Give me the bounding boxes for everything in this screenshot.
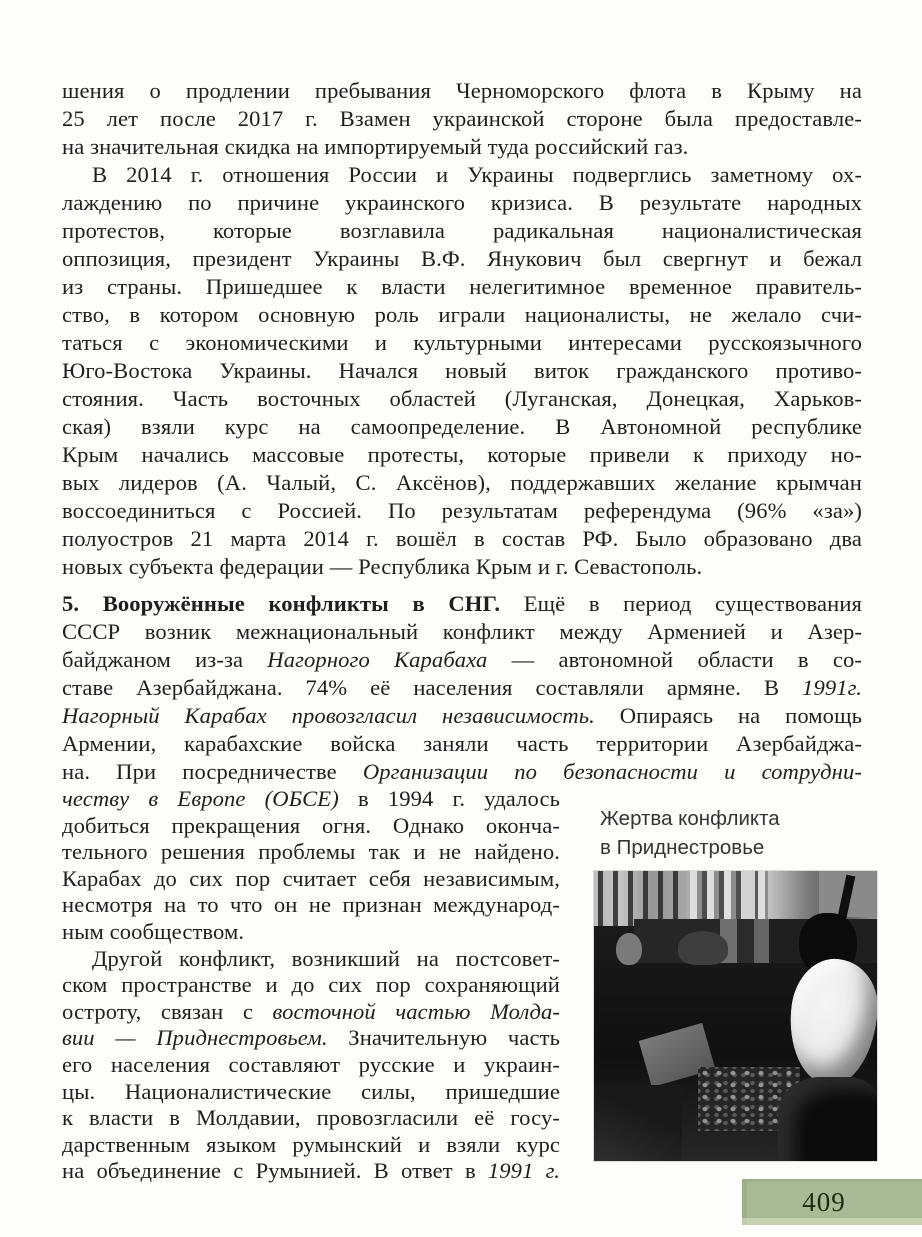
text-segment: Карабах до сих пор считает себя независимым, <box>62 865 560 891</box>
text-line <box>62 786 560 813</box>
text-segment: байджаном из-за <box>62 647 268 672</box>
italic-text: Нагорного Карабаха <box>267 647 488 672</box>
text-line <box>62 1105 560 1132</box>
text-line <box>62 674 862 702</box>
text-segment: ставе Азербайджана. 74% её населения составляли армяне. В <box>62 675 803 700</box>
text-line <box>62 133 862 161</box>
text-line <box>62 413 862 441</box>
text-segment: дарственным языком румынский и взяли курс <box>62 1131 560 1157</box>
italic-text: честву в Европе (ОБСЕ) <box>62 786 339 811</box>
text-line <box>62 946 560 973</box>
text-segment: таться с экономическими и культурными интересами русскоязычного <box>62 330 862 355</box>
text-line <box>62 525 862 553</box>
text-line <box>62 301 862 329</box>
text-line <box>62 730 862 758</box>
text-segment: 25 лет после 2017 г. Взамен украинской стороне была предоставле- <box>62 106 862 131</box>
text-segment: протестов, которые возглавила радикальная националистическая <box>62 218 862 243</box>
text-line <box>62 217 862 245</box>
text-segment: воссоединиться с Россией. По результатам референдума (96% «за») <box>62 498 862 523</box>
text-line <box>62 1025 560 1052</box>
photo-beret-head <box>678 931 728 965</box>
text-segment: Значительную часть <box>327 1025 560 1051</box>
text-line <box>62 813 560 840</box>
paragraph-continuation <box>62 77 862 161</box>
italic-text: 1991 г. <box>487 1158 560 1184</box>
text-line <box>62 758 862 786</box>
text-segment: ская) взяли курс на самоопределение. В Автономной республике <box>62 414 862 439</box>
text-segment: на значительная скидка на импортируемый туда российский газ. <box>62 134 689 159</box>
bold-text: 5. Вооружённые конфликты в СНГ. <box>62 591 501 616</box>
text-segment: стояния. Часть восточных областей (Луганская, Донецкая, Харьков- <box>62 386 862 411</box>
text-segment: — автономной области в со- <box>487 647 862 672</box>
text-line <box>62 866 560 893</box>
text-segment: Крым начались массовые протесты, которые привели к приходу но- <box>62 442 862 467</box>
text-line <box>62 1132 560 1159</box>
page-number: 409 <box>802 1186 846 1217</box>
text-line <box>62 999 560 1026</box>
text-segment: остроту, связан с <box>62 998 273 1024</box>
text-segment: к власти в Молдавии, провозгласили её госу- <box>62 1105 560 1131</box>
text-line <box>62 497 862 525</box>
text-segment: полуостров 21 марта 2014 г. вошёл в состав РФ. Было образовано два <box>62 526 862 551</box>
text-line <box>62 161 862 189</box>
text-segment: В 2014 г. отношения России и Украины подверглись заметному ох- <box>92 162 862 187</box>
text-line <box>62 839 560 866</box>
figure-caption-line: в Приднестровье <box>600 836 765 859</box>
figure-caption-line: Жертва конфликта <box>600 807 780 830</box>
text-line <box>62 441 862 469</box>
photo-bottom-right-figure <box>778 1077 878 1162</box>
text-segment: СССР возник межнациональный конфликт между Арменией и Азер- <box>62 619 862 644</box>
text-segment: на объединение с Румынией. В ответ в <box>62 1158 488 1184</box>
text-line <box>62 385 862 413</box>
text-segment: в 1994 г. удалось <box>338 786 560 811</box>
text-segment: ском пространстве и до сих пор сохраняющий <box>62 972 560 998</box>
text-segment: Опираясь на помощь <box>594 703 862 728</box>
text-line <box>62 105 862 133</box>
page-number-box <box>742 1179 922 1225</box>
text-segment: добиться прекращения огня. Однако оконча- <box>62 812 560 838</box>
text-line <box>62 553 862 581</box>
text-segment: цы. Националистические силы, пришедшие <box>62 1078 560 1104</box>
text-segment: новых субъекта федерации — Республика Крым и г. Севастополь. <box>62 554 703 579</box>
text-line <box>62 1158 560 1185</box>
text-line <box>62 189 862 217</box>
text-segment: шения о продлении пребывания Черноморского флота в Крыму на <box>62 78 862 103</box>
text-segment: его населения составляют русские и украин- <box>62 1051 560 1077</box>
italic-text: Организации по безопасности и сотрудни- <box>362 759 862 784</box>
text-segment: Армении, карабахские войска заняли часть территории Азербайджа- <box>62 731 862 756</box>
text-segment: ство, в котором основную роль играли националисты, не желало счи- <box>62 302 862 327</box>
text-line <box>62 618 862 646</box>
text-line <box>62 357 862 385</box>
photo-ground-shadow <box>594 1085 682 1162</box>
text-line <box>62 469 862 497</box>
text-line <box>62 702 862 730</box>
figure-caption <box>600 804 850 862</box>
text-line <box>62 590 862 618</box>
text-line <box>62 646 862 674</box>
italic-text: Нагорный Карабах провозгласил независимость. <box>62 703 595 728</box>
text-line <box>62 972 560 999</box>
text-segment: из страны. Пришедшее к власти нелегитимное временное правитель- <box>62 274 862 299</box>
text-segment: несмотря на то что он не признан международ- <box>62 892 560 918</box>
text-segment: Ещё в период существования <box>500 591 862 616</box>
text-segment: Другой конфликт, возникший на постсовет- <box>92 945 560 971</box>
photo-gray-head <box>616 933 642 965</box>
text-segment: вых лидеров (А. Чалый, С. Аксёнов), поддержавших желание крымчан <box>62 470 862 495</box>
paragraph-2014-crisis <box>62 161 862 581</box>
paragraph-section5-full <box>62 590 862 786</box>
text-line <box>62 77 862 105</box>
text-line <box>62 245 862 273</box>
text-segment: лаждению по причине украинского кризиса. В результате народных <box>62 190 862 215</box>
text-line <box>62 919 560 946</box>
italic-text: 1991г. <box>802 675 862 700</box>
text-segment: на. При посредничестве <box>62 759 363 784</box>
text-line <box>62 1052 560 1079</box>
conflict-photo <box>593 870 878 1162</box>
text-segment: Юго-Востока Украины. Начался новый виток гражданского противо- <box>62 358 862 383</box>
text-segment: ным сообществом. <box>62 918 245 944</box>
italic-text: вии — Приднестровьем. <box>62 1025 328 1051</box>
text-line <box>62 1079 560 1106</box>
text-line <box>62 329 862 357</box>
text-segment: оппозиция, президент Украины В.Ф. Янукович был свергнут и бежал <box>62 246 862 271</box>
italic-text: восточной частью Молда- <box>272 998 561 1024</box>
text-line <box>62 273 862 301</box>
text-segment: тельного решения проблемы так и не найдено. <box>62 839 560 865</box>
text-line <box>62 892 560 919</box>
